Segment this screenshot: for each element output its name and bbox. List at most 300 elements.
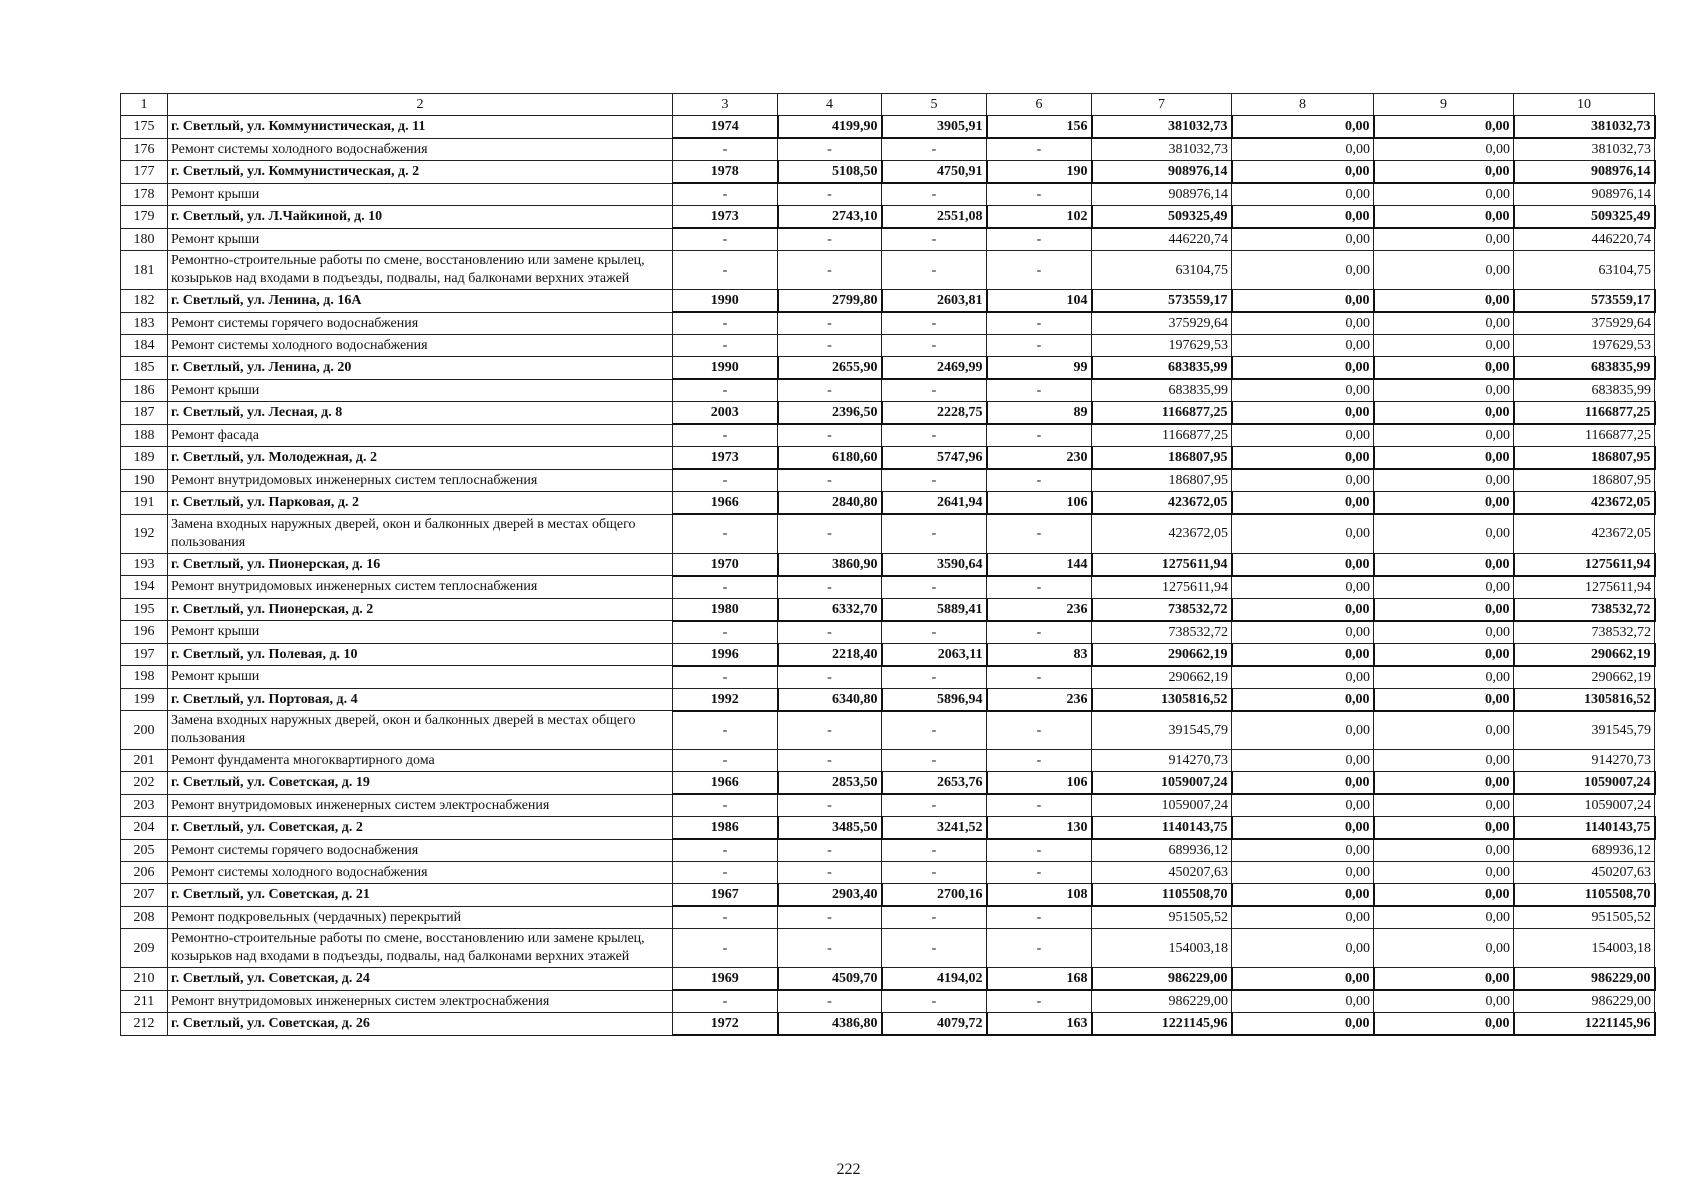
work-row xyxy=(121,862,1655,884)
cell-residents: 108 xyxy=(987,884,1092,907)
cell-row-number: 203 xyxy=(121,794,168,817)
cell-row-number: 204 xyxy=(121,817,168,840)
work-row xyxy=(121,990,1655,1013)
cell-cost-col-10: 450207,63 xyxy=(1514,862,1655,884)
cell-cost-col-10: 1059007,24 xyxy=(1514,772,1655,795)
cell-description: г. Светлый, ул. Полевая, д. 10 xyxy=(168,643,673,666)
cell-cost-col-8: 0,00 xyxy=(1232,206,1374,229)
cell-description: г. Светлый, ул. Л.Чайкиной, д. 10 xyxy=(168,206,673,229)
cell-cost-col-8: 0,00 xyxy=(1232,251,1374,290)
cell-cost-col-10: 683835,99 xyxy=(1514,379,1655,402)
cell-cost-col-10: 290662,19 xyxy=(1514,666,1655,689)
cell-cost-total: 197629,53 xyxy=(1092,335,1232,357)
cell-living-area: - xyxy=(882,183,987,206)
cell-cost-col-10: 738532,72 xyxy=(1514,598,1655,621)
cell-cost-col-9: 0,00 xyxy=(1374,643,1514,666)
work-row xyxy=(121,711,1655,750)
work-row xyxy=(121,794,1655,817)
cell-total-area: - xyxy=(778,906,882,929)
cell-total-area: 4386,80 xyxy=(778,1013,882,1036)
cell-total-area: - xyxy=(778,228,882,251)
cell-cost-col-9: 0,00 xyxy=(1374,884,1514,907)
cell-row-number: 202 xyxy=(121,772,168,795)
cell-cost-total: 1166877,25 xyxy=(1092,402,1232,425)
house-row xyxy=(121,206,1655,229)
cell-build-year: - xyxy=(673,335,778,357)
cell-living-area: - xyxy=(882,794,987,817)
cell-cost-col-9: 0,00 xyxy=(1374,968,1514,991)
cell-cost-col-8: 0,00 xyxy=(1232,290,1374,313)
cell-residents: 236 xyxy=(987,688,1092,711)
cell-cost-col-9: 0,00 xyxy=(1374,335,1514,357)
cell-cost-col-10: 908976,14 xyxy=(1514,161,1655,184)
cell-cost-total: 154003,18 xyxy=(1092,929,1232,968)
cell-description: г. Светлый, ул. Пионерская, д. 16 xyxy=(168,553,673,576)
cell-cost-col-10: 908976,14 xyxy=(1514,183,1655,206)
cell-cost-col-9: 0,00 xyxy=(1374,576,1514,599)
cell-residents: - xyxy=(987,424,1092,447)
cell-cost-total: 986229,00 xyxy=(1092,990,1232,1013)
cell-living-area: - xyxy=(882,576,987,599)
cell-description: г. Светлый, ул. Пионерская, д. 2 xyxy=(168,598,673,621)
cell-cost-col-9: 0,00 xyxy=(1374,116,1514,139)
cell-description: г. Светлый, ул. Советская, д. 24 xyxy=(168,968,673,991)
cell-cost-col-10: 914270,73 xyxy=(1514,750,1655,772)
house-row xyxy=(121,772,1655,795)
cell-cost-col-9: 0,00 xyxy=(1374,621,1514,644)
cell-residents: - xyxy=(987,794,1092,817)
cell-cost-total: 1105508,70 xyxy=(1092,884,1232,907)
work-row xyxy=(121,335,1655,357)
cell-cost-col-10: 1059007,24 xyxy=(1514,794,1655,817)
cell-build-year: 1967 xyxy=(673,884,778,907)
cell-residents: 89 xyxy=(987,402,1092,425)
house-row xyxy=(121,553,1655,576)
cell-cost-col-10: 1166877,25 xyxy=(1514,402,1655,425)
cell-row-number: 183 xyxy=(121,312,168,335)
cell-build-year: - xyxy=(673,251,778,290)
cell-description: Ремонт крыши xyxy=(168,228,673,251)
cell-cost-col-8: 0,00 xyxy=(1232,929,1374,968)
cell-row-number: 189 xyxy=(121,447,168,470)
cell-cost-col-8: 0,00 xyxy=(1232,772,1374,795)
cell-description: Ремонт системы холодного водоснабжения xyxy=(168,138,673,161)
cell-build-year: 1970 xyxy=(673,553,778,576)
cell-residents: - xyxy=(987,750,1092,772)
cell-total-area: - xyxy=(778,469,882,492)
cell-living-area: 5896,94 xyxy=(882,688,987,711)
cell-build-year: - xyxy=(673,711,778,750)
cell-description: Ремонт внутридомовых инженерных систем электроснабжения xyxy=(168,794,673,817)
cell-cost-col-10: 423672,05 xyxy=(1514,514,1655,553)
cell-row-number: 212 xyxy=(121,1013,168,1036)
cell-total-area: 3860,90 xyxy=(778,553,882,576)
cell-cost-col-9: 0,00 xyxy=(1374,553,1514,576)
cell-build-year: 1986 xyxy=(673,817,778,840)
cell-cost-col-9: 0,00 xyxy=(1374,492,1514,515)
cell-cost-total: 1059007,24 xyxy=(1092,772,1232,795)
cell-cost-total: 914270,73 xyxy=(1092,750,1232,772)
cell-cost-col-10: 375929,64 xyxy=(1514,312,1655,335)
cell-living-area: - xyxy=(882,906,987,929)
cell-cost-col-10: 1166877,25 xyxy=(1514,424,1655,447)
cell-living-area: - xyxy=(882,862,987,884)
cell-living-area: - xyxy=(882,711,987,750)
cell-total-area: - xyxy=(778,990,882,1013)
cell-row-number: 192 xyxy=(121,514,168,553)
cell-total-area: 6340,80 xyxy=(778,688,882,711)
cell-residents: 168 xyxy=(987,968,1092,991)
cell-cost-col-10: 1140143,75 xyxy=(1514,817,1655,840)
cell-cost-col-9: 0,00 xyxy=(1374,228,1514,251)
cell-build-year: 1996 xyxy=(673,643,778,666)
cell-cost-col-10: 509325,49 xyxy=(1514,206,1655,229)
cell-description: Ремонт фундамента многоквартирного дома xyxy=(168,750,673,772)
repair-program-table xyxy=(120,93,1656,1036)
cell-cost-col-10: 689936,12 xyxy=(1514,839,1655,862)
cell-cost-col-10: 63104,75 xyxy=(1514,251,1655,290)
cell-row-number: 198 xyxy=(121,666,168,689)
cell-cost-total: 573559,17 xyxy=(1092,290,1232,313)
cell-total-area: 2743,10 xyxy=(778,206,882,229)
cell-description: г. Светлый, ул. Лесная, д. 8 xyxy=(168,402,673,425)
cell-cost-total: 1140143,75 xyxy=(1092,817,1232,840)
cell-living-area: - xyxy=(882,621,987,644)
house-row xyxy=(121,402,1655,425)
cell-residents: - xyxy=(987,839,1092,862)
house-row xyxy=(121,968,1655,991)
column-number-header-row xyxy=(121,94,1655,116)
cell-cost-col-9: 0,00 xyxy=(1374,750,1514,772)
cell-row-number: 185 xyxy=(121,357,168,380)
column-header-6: 6 xyxy=(987,94,1092,116)
cell-cost-col-8: 0,00 xyxy=(1232,906,1374,929)
work-row xyxy=(121,621,1655,644)
cell-cost-col-8: 0,00 xyxy=(1232,711,1374,750)
cell-living-area: - xyxy=(882,666,987,689)
cell-row-number: 176 xyxy=(121,138,168,161)
cell-cost-total: 683835,99 xyxy=(1092,357,1232,380)
work-row xyxy=(121,183,1655,206)
cell-living-area: 2063,11 xyxy=(882,643,987,666)
work-row xyxy=(121,839,1655,862)
cell-cost-col-8: 0,00 xyxy=(1232,1013,1374,1036)
cell-description: г. Светлый, ул. Советская, д. 26 xyxy=(168,1013,673,1036)
cell-build-year: - xyxy=(673,750,778,772)
column-header-5: 5 xyxy=(882,94,987,116)
cell-total-area: - xyxy=(778,514,882,553)
cell-row-number: 206 xyxy=(121,862,168,884)
cell-cost-total: 683835,99 xyxy=(1092,379,1232,402)
house-row xyxy=(121,290,1655,313)
cell-living-area: 3241,52 xyxy=(882,817,987,840)
cell-cost-total: 186807,95 xyxy=(1092,447,1232,470)
cell-build-year: - xyxy=(673,666,778,689)
cell-living-area: - xyxy=(882,335,987,357)
cell-cost-col-8: 0,00 xyxy=(1232,335,1374,357)
work-row xyxy=(121,312,1655,335)
cell-cost-col-9: 0,00 xyxy=(1374,688,1514,711)
cell-residents: - xyxy=(987,929,1092,968)
cell-living-area: - xyxy=(882,750,987,772)
cell-row-number: 175 xyxy=(121,116,168,139)
column-header-8: 8 xyxy=(1232,94,1374,116)
cell-cost-col-8: 0,00 xyxy=(1232,492,1374,515)
cell-row-number: 210 xyxy=(121,968,168,991)
cell-cost-col-10: 1105508,70 xyxy=(1514,884,1655,907)
cell-cost-col-8: 0,00 xyxy=(1232,666,1374,689)
cell-cost-col-10: 986229,00 xyxy=(1514,968,1655,991)
cell-cost-col-9: 0,00 xyxy=(1374,447,1514,470)
cell-living-area: - xyxy=(882,228,987,251)
cell-cost-col-9: 0,00 xyxy=(1374,598,1514,621)
cell-description: г. Светлый, ул. Ленина, д. 16А xyxy=(168,290,673,313)
cell-row-number: 182 xyxy=(121,290,168,313)
cell-build-year: 1992 xyxy=(673,688,778,711)
cell-cost-total: 1166877,25 xyxy=(1092,424,1232,447)
cell-residents: - xyxy=(987,312,1092,335)
cell-cost-col-9: 0,00 xyxy=(1374,711,1514,750)
cell-row-number: 201 xyxy=(121,750,168,772)
cell-residents: 163 xyxy=(987,1013,1092,1036)
cell-residents: 130 xyxy=(987,817,1092,840)
cell-living-area: - xyxy=(882,312,987,335)
column-header-4: 4 xyxy=(778,94,882,116)
cell-build-year: - xyxy=(673,576,778,599)
cell-description: Замена входных наружных дверей, окон и балконных дверей в местах общего пользования xyxy=(168,711,673,750)
cell-living-area: 2469,99 xyxy=(882,357,987,380)
cell-living-area: 4750,91 xyxy=(882,161,987,184)
cell-build-year: - xyxy=(673,906,778,929)
work-row xyxy=(121,906,1655,929)
cell-cost-col-8: 0,00 xyxy=(1232,312,1374,335)
cell-living-area: - xyxy=(882,990,987,1013)
cell-living-area: 5747,96 xyxy=(882,447,987,470)
cell-build-year: 1973 xyxy=(673,447,778,470)
cell-living-area: - xyxy=(882,469,987,492)
work-row xyxy=(121,576,1655,599)
cell-cost-col-9: 0,00 xyxy=(1374,817,1514,840)
cell-row-number: 196 xyxy=(121,621,168,644)
cell-living-area: 2700,16 xyxy=(882,884,987,907)
cell-cost-col-8: 0,00 xyxy=(1232,161,1374,184)
cell-cost-col-10: 683835,99 xyxy=(1514,357,1655,380)
cell-cost-col-9: 0,00 xyxy=(1374,138,1514,161)
page-number: 222 xyxy=(836,1161,861,1178)
cell-cost-col-9: 0,00 xyxy=(1374,424,1514,447)
cell-living-area: 5889,41 xyxy=(882,598,987,621)
cell-residents: 106 xyxy=(987,492,1092,515)
house-row xyxy=(121,447,1655,470)
column-header-3: 3 xyxy=(673,94,778,116)
cell-cost-col-8: 0,00 xyxy=(1232,794,1374,817)
cell-total-area: 2655,90 xyxy=(778,357,882,380)
cell-cost-col-9: 0,00 xyxy=(1374,666,1514,689)
cell-residents: - xyxy=(987,666,1092,689)
cell-description: Ремонт крыши xyxy=(168,183,673,206)
cell-residents: 144 xyxy=(987,553,1092,576)
cell-description: г. Светлый, ул. Советская, д. 21 xyxy=(168,884,673,907)
cell-cost-col-9: 0,00 xyxy=(1374,772,1514,795)
house-row xyxy=(121,817,1655,840)
cell-cost-col-10: 986229,00 xyxy=(1514,990,1655,1013)
cell-cost-col-8: 0,00 xyxy=(1232,688,1374,711)
column-header-7: 7 xyxy=(1092,94,1232,116)
cell-living-area: 2551,08 xyxy=(882,206,987,229)
cell-cost-total: 423672,05 xyxy=(1092,514,1232,553)
house-row xyxy=(121,161,1655,184)
cell-cost-total: 986229,00 xyxy=(1092,968,1232,991)
cell-cost-col-10: 446220,74 xyxy=(1514,228,1655,251)
cell-build-year: - xyxy=(673,929,778,968)
cell-total-area: 2396,50 xyxy=(778,402,882,425)
cell-build-year: - xyxy=(673,183,778,206)
cell-row-number: 190 xyxy=(121,469,168,492)
cell-total-area: 6180,60 xyxy=(778,447,882,470)
cell-cost-col-8: 0,00 xyxy=(1232,447,1374,470)
cell-residents: 236 xyxy=(987,598,1092,621)
cell-cost-col-10: 186807,95 xyxy=(1514,447,1655,470)
cell-description: Ремонт крыши xyxy=(168,621,673,644)
cell-total-area: - xyxy=(778,750,882,772)
cell-build-year: - xyxy=(673,621,778,644)
work-row xyxy=(121,138,1655,161)
cell-residents: 102 xyxy=(987,206,1092,229)
cell-residents: 106 xyxy=(987,772,1092,795)
cell-build-year: - xyxy=(673,228,778,251)
cell-build-year: 1969 xyxy=(673,968,778,991)
cell-total-area: - xyxy=(778,424,882,447)
cell-cost-col-10: 1221145,96 xyxy=(1514,1013,1655,1036)
cell-total-area: - xyxy=(778,621,882,644)
cell-cost-total: 509325,49 xyxy=(1092,206,1232,229)
cell-cost-col-8: 0,00 xyxy=(1232,424,1374,447)
cell-build-year: - xyxy=(673,379,778,402)
cell-total-area: - xyxy=(778,839,882,862)
cell-cost-col-9: 0,00 xyxy=(1374,206,1514,229)
cell-row-number: 205 xyxy=(121,839,168,862)
cell-total-area: - xyxy=(778,794,882,817)
cell-cost-col-10: 154003,18 xyxy=(1514,929,1655,968)
cell-cost-col-9: 0,00 xyxy=(1374,469,1514,492)
cell-cost-col-10: 186807,95 xyxy=(1514,469,1655,492)
cell-description: Ремонт фасада xyxy=(168,424,673,447)
cell-build-year: - xyxy=(673,469,778,492)
cell-cost-col-8: 0,00 xyxy=(1232,402,1374,425)
cell-cost-total: 1221145,96 xyxy=(1092,1013,1232,1036)
cell-row-number: 188 xyxy=(121,424,168,447)
cell-total-area: - xyxy=(778,711,882,750)
cell-cost-col-10: 423672,05 xyxy=(1514,492,1655,515)
cell-cost-col-8: 0,00 xyxy=(1232,598,1374,621)
cell-description: Ремонт внутридомовых инженерных систем теплоснабжения xyxy=(168,576,673,599)
cell-residents: 156 xyxy=(987,116,1092,139)
cell-build-year: 1972 xyxy=(673,1013,778,1036)
cell-cost-col-9: 0,00 xyxy=(1374,794,1514,817)
cell-total-area: - xyxy=(778,666,882,689)
cell-cost-total: 738532,72 xyxy=(1092,621,1232,644)
cell-residents: - xyxy=(987,990,1092,1013)
cell-cost-col-10: 573559,17 xyxy=(1514,290,1655,313)
house-row xyxy=(121,1013,1655,1036)
cell-residents: - xyxy=(987,621,1092,644)
cell-description: г. Светлый, ул. Ленина, д. 20 xyxy=(168,357,673,380)
cell-cost-total: 1305816,52 xyxy=(1092,688,1232,711)
cell-cost-total: 951505,52 xyxy=(1092,906,1232,929)
cell-cost-total: 186807,95 xyxy=(1092,469,1232,492)
cell-cost-total: 450207,63 xyxy=(1092,862,1232,884)
cell-description: Ремонт системы горячего водоснабжения xyxy=(168,312,673,335)
cell-cost-col-9: 0,00 xyxy=(1374,183,1514,206)
cell-cost-col-8: 0,00 xyxy=(1232,379,1374,402)
cell-total-area: - xyxy=(778,862,882,884)
cell-living-area: - xyxy=(882,929,987,968)
column-header-2: 2 xyxy=(168,94,673,116)
cell-living-area: - xyxy=(882,839,987,862)
cell-build-year: 1974 xyxy=(673,116,778,139)
work-row xyxy=(121,666,1655,689)
cell-cost-col-8: 0,00 xyxy=(1232,990,1374,1013)
cell-cost-col-9: 0,00 xyxy=(1374,990,1514,1013)
cell-residents: - xyxy=(987,862,1092,884)
cell-cost-total: 689936,12 xyxy=(1092,839,1232,862)
cell-row-number: 200 xyxy=(121,711,168,750)
cell-cost-col-10: 738532,72 xyxy=(1514,621,1655,644)
cell-row-number: 191 xyxy=(121,492,168,515)
cell-row-number: 197 xyxy=(121,643,168,666)
cell-row-number: 181 xyxy=(121,251,168,290)
cell-living-area: 2641,94 xyxy=(882,492,987,515)
cell-cost-col-10: 381032,73 xyxy=(1514,138,1655,161)
cell-cost-total: 1275611,94 xyxy=(1092,576,1232,599)
work-row xyxy=(121,929,1655,968)
cell-build-year: 2003 xyxy=(673,402,778,425)
cell-residents: 83 xyxy=(987,643,1092,666)
cell-cost-col-9: 0,00 xyxy=(1374,161,1514,184)
work-row xyxy=(121,514,1655,553)
cell-living-area: - xyxy=(882,514,987,553)
cell-row-number: 209 xyxy=(121,929,168,968)
cell-cost-col-9: 0,00 xyxy=(1374,290,1514,313)
cell-row-number: 177 xyxy=(121,161,168,184)
cell-total-area: - xyxy=(778,379,882,402)
cell-cost-total: 375929,64 xyxy=(1092,312,1232,335)
cell-description: г. Светлый, ул. Молодежная, д. 2 xyxy=(168,447,673,470)
cell-build-year: 1966 xyxy=(673,772,778,795)
cell-total-area: 4199,90 xyxy=(778,116,882,139)
cell-cost-col-9: 0,00 xyxy=(1374,379,1514,402)
cell-living-area: - xyxy=(882,379,987,402)
cell-total-area: 5108,50 xyxy=(778,161,882,184)
cell-build-year: 1978 xyxy=(673,161,778,184)
cell-living-area: - xyxy=(882,138,987,161)
cell-row-number: 208 xyxy=(121,906,168,929)
house-row xyxy=(121,116,1655,139)
cell-build-year: - xyxy=(673,312,778,335)
cell-residents: 99 xyxy=(987,357,1092,380)
cell-cost-col-10: 391545,79 xyxy=(1514,711,1655,750)
cell-cost-col-10: 1275611,94 xyxy=(1514,553,1655,576)
cell-build-year: - xyxy=(673,990,778,1013)
cell-cost-total: 1059007,24 xyxy=(1092,794,1232,817)
cell-cost-col-8: 0,00 xyxy=(1232,514,1374,553)
cell-cost-col-8: 0,00 xyxy=(1232,968,1374,991)
cell-residents: 104 xyxy=(987,290,1092,313)
work-row xyxy=(121,424,1655,447)
cell-residents: - xyxy=(987,335,1092,357)
cell-residents: - xyxy=(987,183,1092,206)
cell-description: г. Светлый, ул. Портовая, д. 4 xyxy=(168,688,673,711)
